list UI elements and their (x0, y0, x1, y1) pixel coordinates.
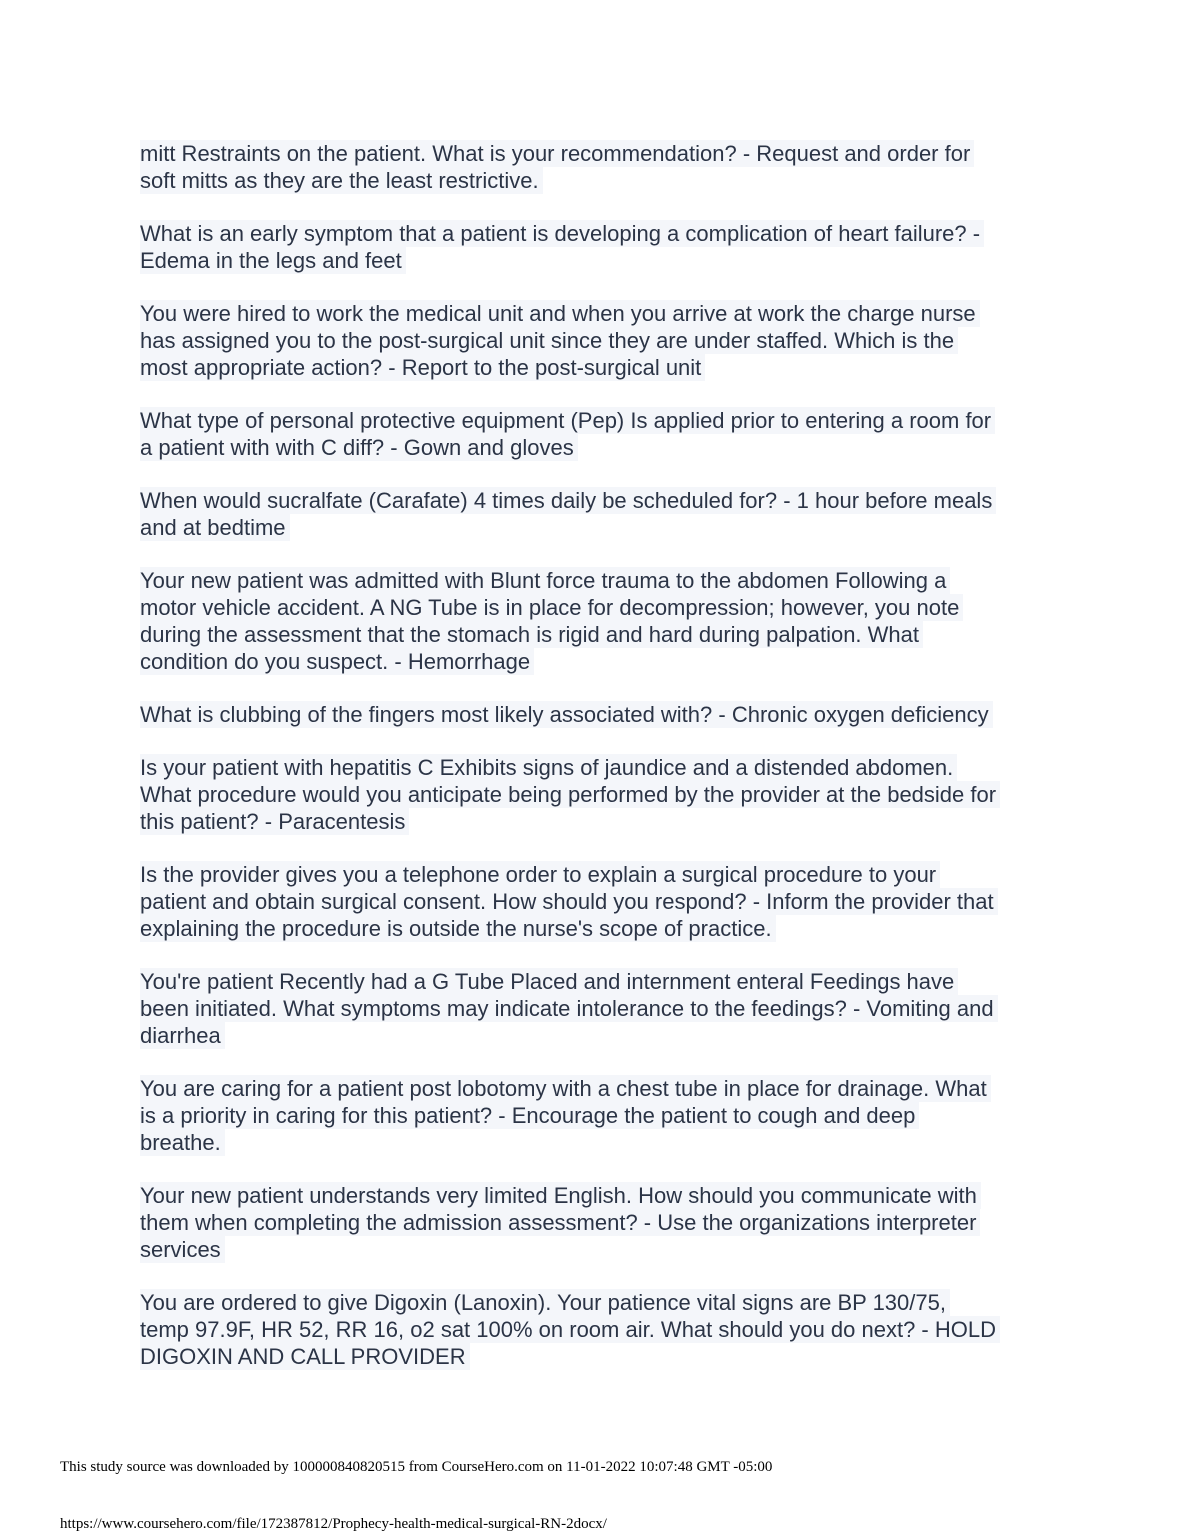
qa-line: soft mitts as they are the least restrictive. (140, 167, 543, 194)
qa-line: What type of personal protective equipment (Pep) Is applied prior to entering a room for (140, 407, 995, 434)
qa-line: What is an early symptom that a patient is developing a complication of heart failure? - (140, 220, 984, 247)
source-url: https://www.coursehero.com/file/172387812/Prophecy-health-medical-surgical-RN-2docx/ (60, 1516, 607, 1532)
qa-line: has assigned you to the post-surgical unit since they are under staffed. Which is the (140, 327, 958, 354)
qa-item (140, 567, 1050, 675)
qa-line: services (140, 1236, 225, 1263)
qa-item (140, 1075, 1050, 1156)
qa-line: When would sucralfate (Carafate) 4 times daily be scheduled for? - 1 hour before meals (140, 487, 996, 514)
qa-item (140, 140, 1050, 194)
qa-line: most appropriate action? - Report to the post-surgical unit (140, 354, 705, 381)
qa-line: is a priority in caring for this patient? - Encourage the patient to cough and deep (140, 1102, 919, 1129)
qa-item (140, 300, 1050, 381)
qa-line: DIGOXIN AND CALL PROVIDER (140, 1343, 470, 1370)
qa-line: Edema in the legs and feet (140, 247, 406, 274)
qa-line: condition do you suspect. - Hemorrhage (140, 648, 534, 675)
qa-line: You are caring for a patient post lobotomy with a chest tube in place for drainage. What (140, 1075, 991, 1102)
qa-line: What procedure would you anticipate being performed by the provider at the bedside for (140, 781, 1000, 808)
qa-line: and at bedtime (140, 514, 290, 541)
qa-line: diarrhea (140, 1022, 225, 1049)
document-body (140, 140, 1050, 1396)
qa-item (140, 968, 1050, 1049)
qa-list (140, 140, 1050, 1370)
qa-item (140, 754, 1050, 835)
qa-line: Your new patient understands very limited English. How should you communicate with (140, 1182, 981, 1209)
qa-line: You were hired to work the medical unit and when you arrive at work the charge nurse (140, 300, 980, 327)
qa-line: Your new patient was admitted with Blunt force trauma to the abdomen Following a (140, 567, 950, 594)
qa-item (140, 220, 1050, 274)
qa-item (140, 1289, 1050, 1370)
qa-item (140, 487, 1050, 541)
qa-line: Is your patient with hepatitis C Exhibits signs of jaundice and a distended abdomen. (140, 754, 957, 781)
qa-line: them when completing the admission assessment? - Use the organizations interpreter (140, 1209, 980, 1236)
qa-line: been initiated. What symptoms may indicate intolerance to the feedings? - Vomiting and (140, 995, 998, 1022)
qa-line: explaining the procedure is outside the nurse's scope of practice. (140, 915, 776, 942)
qa-line: What is clubbing of the fingers most likely associated with? - Chronic oxygen deficiency (140, 701, 993, 728)
qa-line: motor vehicle accident. A NG Tube is in place for decompression; however, you note (140, 594, 963, 621)
qa-item (140, 861, 1050, 942)
qa-line: breathe. (140, 1129, 225, 1156)
download-notice: This study source was downloaded by 100000840820515 from CourseHero.com on 11-01-2022 10:07:48 GMT -05:00 (60, 1459, 773, 1475)
qa-line: You are ordered to give Digoxin (Lanoxin). Your patience vital signs are BP 130/75, (140, 1289, 950, 1316)
qa-item (140, 701, 1050, 728)
qa-line: mitt Restraints on the patient. What is your recommendation? - Request and order for (140, 140, 974, 167)
qa-line: temp 97.9F, HR 52, RR 16, o2 sat 100% on room air. What should you do next? - HOLD (140, 1316, 1000, 1343)
qa-line: Is the provider gives you a telephone order to explain a surgical procedure to your (140, 861, 940, 888)
qa-line: during the assessment that the stomach is rigid and hard during palpation. What (140, 621, 923, 648)
qa-item (140, 407, 1050, 461)
qa-line: You're patient Recently had a G Tube Placed and internment enteral Feedings have (140, 968, 958, 995)
qa-line: this patient? - Paracentesis (140, 808, 409, 835)
qa-line: patient and obtain surgical consent. How should you respond? - Inform the provider that (140, 888, 998, 915)
qa-item (140, 1182, 1050, 1263)
qa-line: a patient with with C diff? - Gown and gloves (140, 434, 578, 461)
